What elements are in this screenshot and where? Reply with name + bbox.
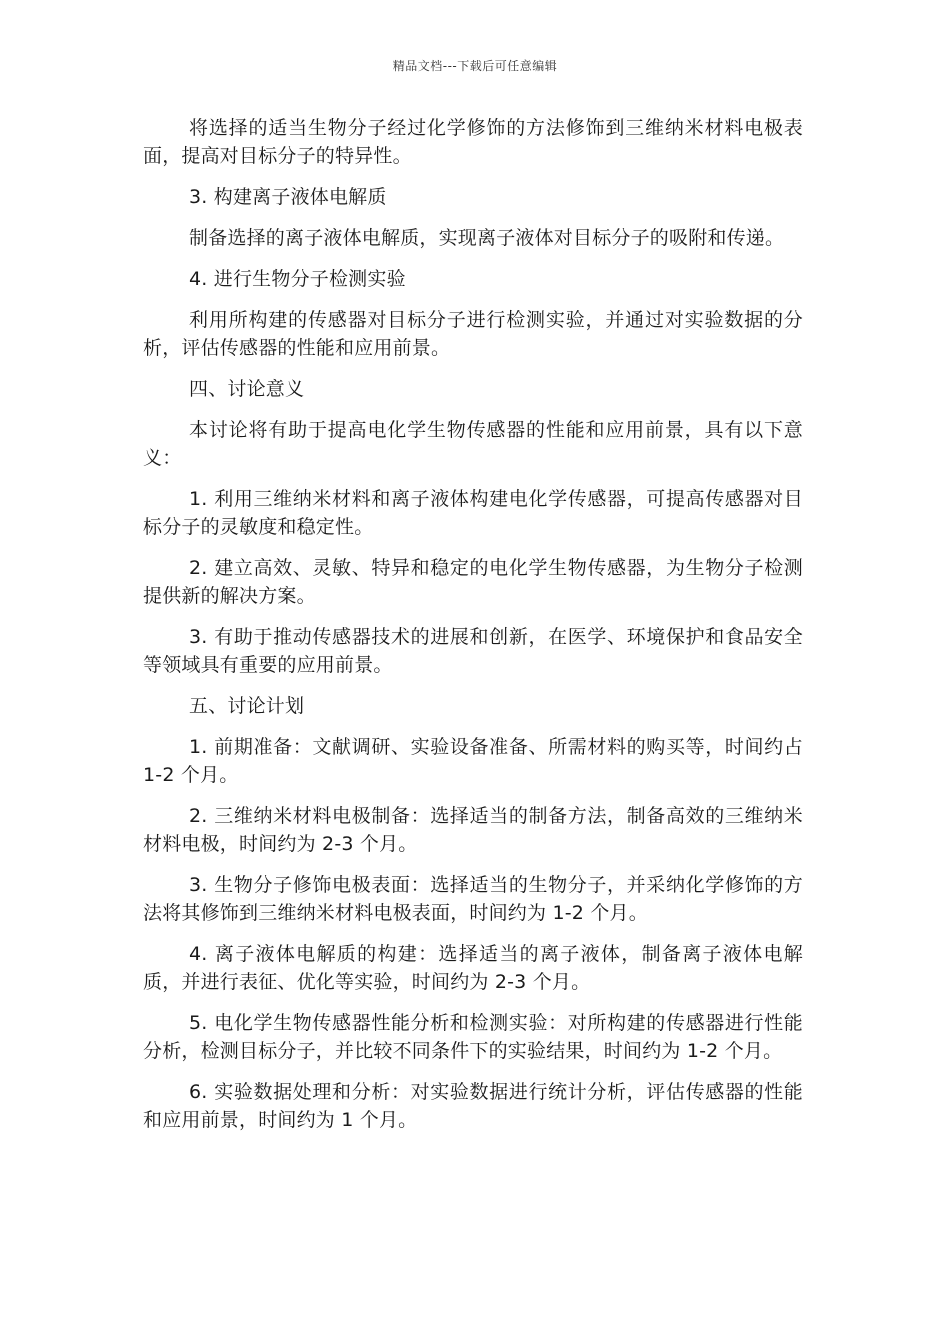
plan-item-6: 6. 实验数据处理和分析：对实验数据进行统计分析，评估传感器的性能和应用前景，时间约为 1 个月。: [143, 1081, 803, 1131]
plan-item-4: 4. 离子液体电解质的构建：选择适当的离子液体，制备离子液体电解质，并进行表征、优化等实验，时间约为 2-3 个月。: [143, 943, 803, 993]
document-body: [143, 114, 803, 1147]
paragraph-detection-experiment: 利用所构建的传感器对目标分子进行检测实验，并通过对实验数据的分析，评估传感器的性能和应用前景。: [143, 309, 803, 359]
heading-build-ionic-liquid-electrolyte: 3. 构建离子液体电解质: [189, 186, 387, 208]
plan-item-2: 2. 三维纳米材料电极制备：选择适当的制备方法，制备高效的三维纳米材料电极，时间约为 2-3 个月。: [143, 805, 803, 855]
heading-detection-experiment: 4. 进行生物分子检测实验: [189, 268, 406, 290]
plan-item-3: 3. 生物分子修饰电极表面：选择适当的生物分子，并采纳化学修饰的方法将其修饰到三维纳米材料电极表面，时间约为 1-2 个月。: [143, 874, 803, 924]
significance-item-1: 1. 利用三维纳米材料和离子液体构建电化学传感器，可提高传感器对目标分子的灵敏度和稳定性。: [143, 488, 803, 538]
paragraph-biomolecule-modification: 将选择的适当生物分子经过化学修饰的方法修饰到三维纳米材料电极表面，提高对目标分子的特异性。: [143, 117, 803, 167]
paragraph-significance-intro: 本讨论将有助于提高电化学生物传感器的性能和应用前景，具有以下意义：: [143, 419, 803, 469]
plan-item-5: 5. 电化学生物传感器性能分析和检测实验：对所构建的传感器进行性能分析，检测目标分子，并比较不同条件下的实验结果，时间约为 1-2 个月。: [143, 1012, 803, 1062]
significance-item-2: 2. 建立高效、灵敏、特异和稳定的电化学生物传感器，为生物分子检测提供新的解决方案。: [143, 557, 803, 607]
section-heading-plan: 五、讨论计划: [189, 695, 305, 717]
paragraph-ionic-liquid-electrolyte: 制备选择的离子液体电解质，实现离子液体对目标分子的吸附和传递。: [189, 227, 785, 249]
significance-item-3: 3. 有助于推动传感器技术的进展和创新，在医学、环境保护和食品安全等领域具有重要的应用前景。: [143, 626, 803, 676]
page-header: 精品文档---下载后可任意编辑: [392, 59, 558, 73]
section-heading-significance: 四、讨论意义: [189, 378, 305, 400]
plan-item-1: 1. 前期准备：文献调研、实验设备准备、所需材料的购买等，时间约占 1-2 个月。: [143, 736, 803, 786]
